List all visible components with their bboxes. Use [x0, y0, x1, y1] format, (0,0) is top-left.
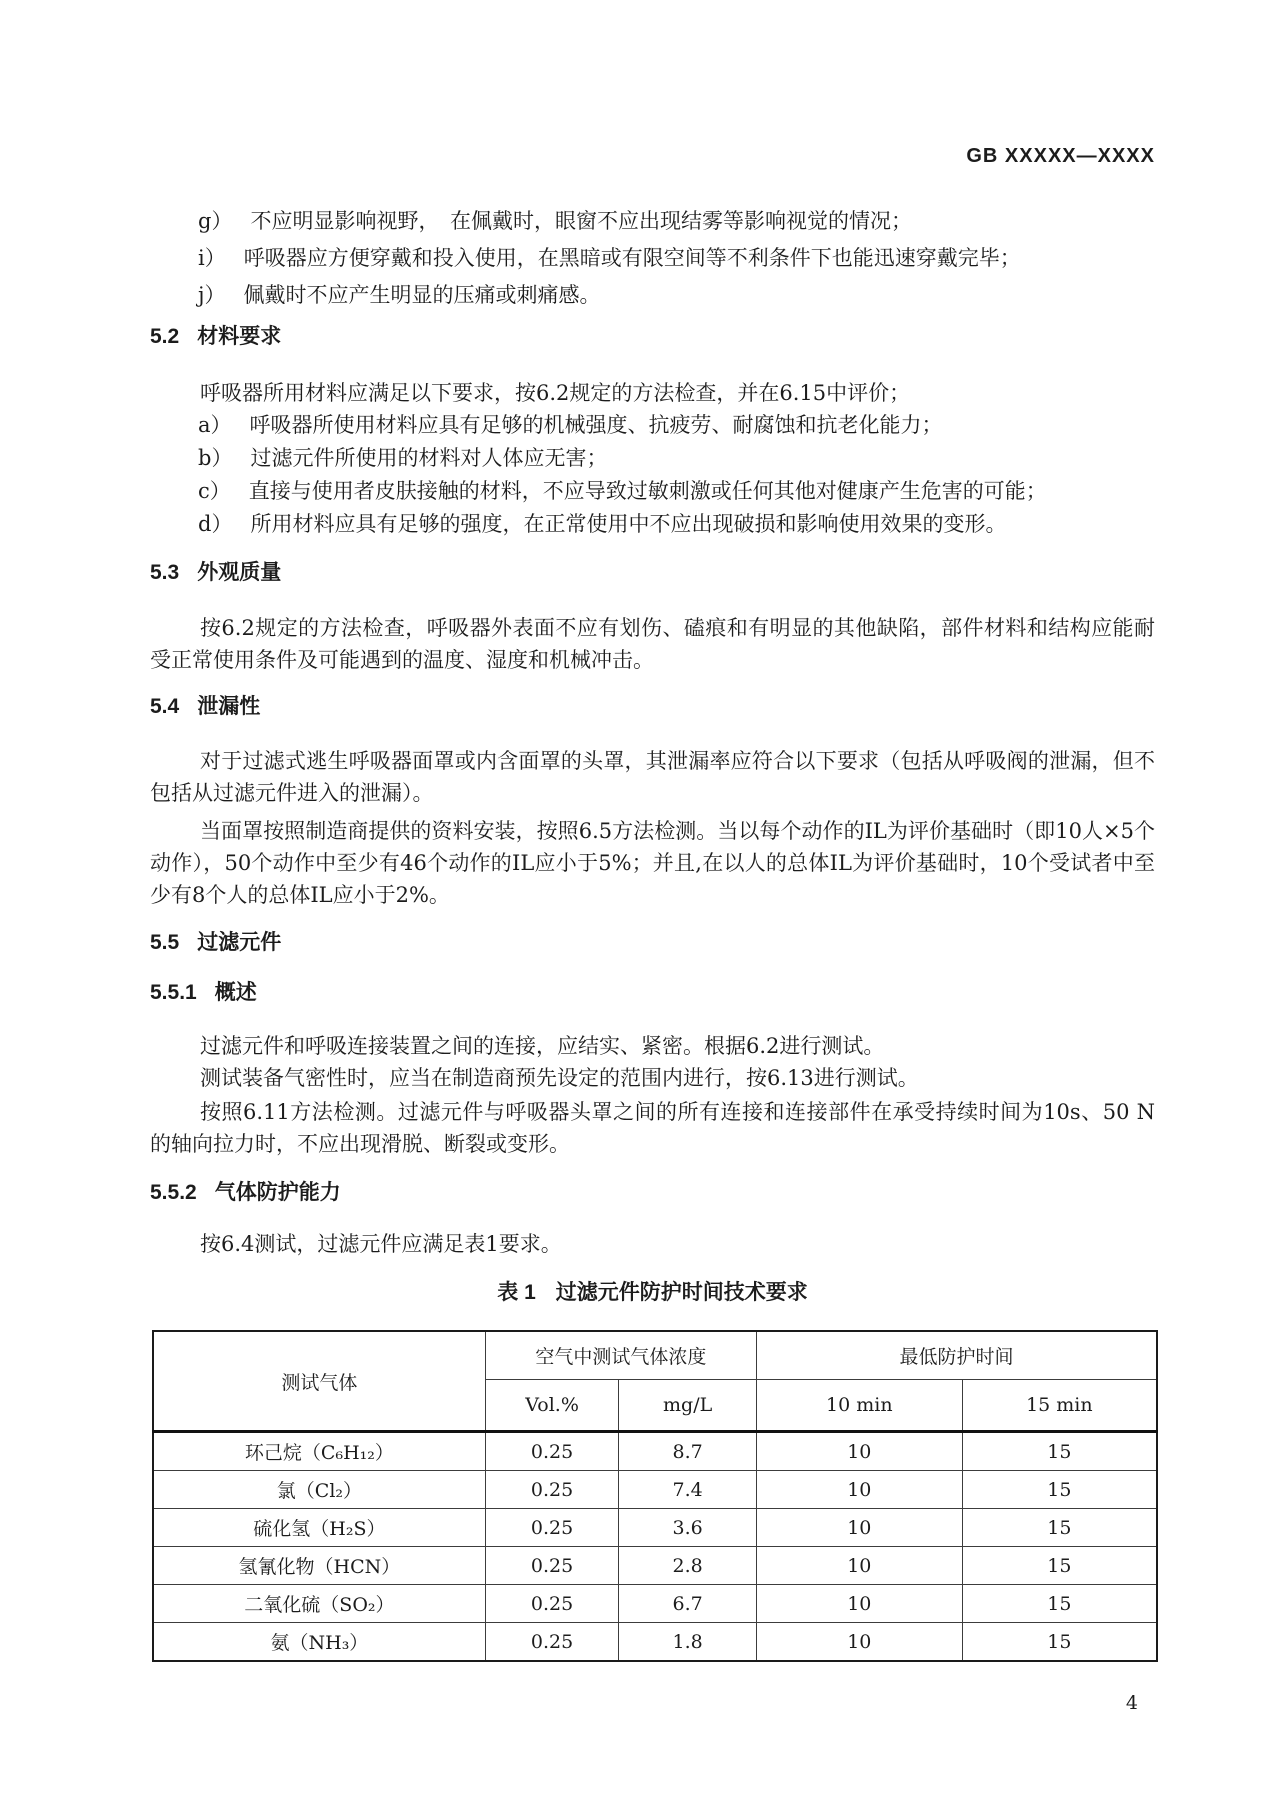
paragraph-5-4-1: 对于过滤式逃生呼吸器面罩或内含面罩的头罩，其泄漏率应符合以下要求（包括从呼吸阀的泄漏，但不包括从过滤元件进入的泄漏）。 [150, 749, 1155, 805]
table-subheader-10min: 10 min [756, 1380, 962, 1432]
table-subheader-15min: 15 min [962, 1380, 1157, 1432]
cell-15min: 15 [962, 1623, 1157, 1662]
cell-10min: 10 [756, 1509, 962, 1547]
table-row [153, 1432, 1157, 1471]
table-caption-label: 表 1 [497, 1281, 536, 1304]
section-heading-5-5-1 [150, 981, 1155, 1005]
cell-mg: 6.7 [619, 1585, 757, 1623]
item-text: 佩戴时不应产生明显的压痛或刺痛感。 [243, 283, 601, 307]
list-item-d [198, 508, 1155, 541]
cell-vol: 0.25 [485, 1585, 619, 1623]
cell-15min: 15 [962, 1471, 1157, 1509]
list-item-a [198, 409, 1155, 442]
table-subheader-mg: mg/L [619, 1380, 757, 1432]
table-header [153, 1331, 1157, 1432]
list-item-b [198, 442, 1155, 475]
cell-vol: 0.25 [485, 1547, 619, 1585]
section-number: 5.5.1 [150, 981, 197, 1004]
table-row [153, 1623, 1157, 1662]
section-heading-5-3 [150, 561, 1155, 585]
item-label: j） [198, 283, 226, 307]
paragraph-5-5-1-3: 按照6.11方法检测。过滤元件与呼吸器头罩之间的所有连接和连接部件在承受持续时间为10s、50 N的轴向拉力时，不应出现滑脱、断裂或变形。 [150, 1100, 1155, 1156]
list-item-j [198, 277, 1155, 314]
item-text: 呼吸器应方便穿戴和投入使用，在黑暗或有限空间等不利条件下也能迅速穿戴完毕； [243, 246, 1021, 270]
cell-10min: 10 [756, 1585, 962, 1623]
section-title: 外观质量 [197, 561, 282, 584]
paragraph-5-5-2: 按6.4测试，过滤元件应满足表1要求。 [200, 1232, 562, 1256]
item-label: g） [198, 209, 233, 233]
list-item-c [198, 475, 1155, 508]
paragraph-5-3: 按6.2规定的方法检查，呼吸器外表面不应有划伤、磕痕和有明显的其他缺陷，部件材料和结构应能耐受正常使用条件及可能遇到的温度、湿度和机械冲击。 [150, 616, 1155, 672]
table-subheader-vol: Vol.% [485, 1380, 619, 1432]
section-number: 5.5.2 [150, 1181, 197, 1204]
cell-mg: 1.8 [619, 1623, 757, 1662]
item-label: b） [198, 446, 233, 470]
table-row [153, 1547, 1157, 1585]
cell-gas: 氢氰化物（HCN） [153, 1547, 485, 1585]
cell-mg: 8.7 [619, 1432, 757, 1471]
section-title: 泄漏性 [197, 695, 261, 718]
section-title: 过滤元件 [197, 931, 282, 954]
section-number: 5.5 [150, 931, 180, 954]
section-heading-5-2 [150, 325, 1155, 349]
cell-vol: 0.25 [485, 1432, 619, 1471]
table-body [153, 1432, 1157, 1662]
item-label: d） [198, 512, 233, 536]
table-row [153, 1509, 1157, 1547]
material-requirement-list [150, 409, 1155, 541]
cell-10min: 10 [756, 1623, 962, 1662]
section-title: 材料要求 [197, 325, 282, 348]
item-label: c） [198, 479, 231, 503]
cell-10min: 10 [756, 1471, 962, 1509]
page-number: 4 [1125, 1692, 1138, 1714]
table-header-protection-group: 最低防护时间 [756, 1331, 1157, 1380]
section-heading-5-5 [150, 931, 1155, 955]
page-content [150, 145, 1155, 1662]
list-item-i [198, 240, 1155, 277]
cell-mg: 7.4 [619, 1471, 757, 1509]
protection-time-table [152, 1330, 1158, 1662]
item-text: 直接与使用者皮肤接触的材料，不应导致过敏刺激或任何其他对健康产生危害的可能； [248, 479, 1047, 503]
table-header-group-row [153, 1331, 1157, 1380]
item-text: 所用材料应具有足够的强度，在正常使用中不应出现破损和影响使用效果的变形。 [250, 512, 1007, 536]
cell-mg: 3.6 [619, 1509, 757, 1547]
cell-10min: 10 [756, 1547, 962, 1585]
item-label: i） [198, 246, 226, 270]
cell-mg: 2.8 [619, 1547, 757, 1585]
section-number: 5.4 [150, 695, 180, 718]
cell-15min: 15 [962, 1432, 1157, 1471]
paragraph-5-2-intro: 呼吸器所用材料应满足以下要求，按6.2规定的方法检查，并在6.15中评价； [200, 381, 911, 405]
item-text: 过滤元件所使用的材料对人体应无害； [250, 446, 608, 470]
table-caption [150, 1281, 1155, 1305]
table-row [153, 1585, 1157, 1623]
section-number: 5.3 [150, 561, 180, 584]
paragraph-5-5-1-1: 过滤元件和呼吸连接装置之间的连接，应结实、紧密。根据6.2进行测试。 [200, 1034, 885, 1058]
section-heading-5-4 [150, 695, 1155, 719]
paragraph-5-4-2: 当面罩按照制造商提供的资料安装，按照6.5方法检测。当以每个动作的IL为评价基础时（即10人×5个动作），50个动作中至少有46个动作的IL应小于5%；并且,在以人的总体IL为评价基础时，10个受试者中至少有8个人的总体IL应小于2%。 [150, 819, 1155, 907]
cell-gas: 硫化氢（H₂S） [153, 1509, 485, 1547]
cell-vol: 0.25 [485, 1471, 619, 1509]
list-item-g [198, 203, 1155, 240]
cell-gas: 氨（NH₃） [153, 1623, 485, 1662]
cell-gas: 环己烷（C₆H₁₂） [153, 1432, 485, 1471]
item-label: a） [198, 413, 232, 437]
intro-item-list [150, 203, 1155, 314]
table-header-concentration-group: 空气中测试气体浓度 [485, 1331, 756, 1380]
cell-10min: 10 [756, 1432, 962, 1471]
item-text: 呼吸器所使用材料应具有足够的机械强度、抗疲劳、耐腐蚀和抗老化能力； [249, 413, 943, 437]
cell-vol: 0.25 [485, 1623, 619, 1662]
paragraph-5-5-1-2: 测试装备气密性时，应当在制造商预先设定的范围内进行，按6.13进行测试。 [200, 1066, 919, 1090]
cell-15min: 15 [962, 1547, 1157, 1585]
section-title: 概述 [214, 981, 257, 1004]
cell-gas: 氯（Cl₂） [153, 1471, 485, 1509]
cell-15min: 15 [962, 1509, 1157, 1547]
item-text: 不应明显影响视野， 在佩戴时，眼窗不应出现结雾等影响视觉的情况； [250, 209, 912, 233]
standard-number: GB XXXXX—XXXX [966, 145, 1155, 167]
section-title: 气体防护能力 [214, 1181, 341, 1204]
cell-15min: 15 [962, 1585, 1157, 1623]
table-header-gas: 测试气体 [153, 1331, 485, 1432]
cell-vol: 0.25 [485, 1509, 619, 1547]
cell-gas: 二氧化硫（SO₂） [153, 1585, 485, 1623]
section-heading-5-5-2 [150, 1181, 1155, 1205]
table-row [153, 1471, 1157, 1509]
table-caption-title: 过滤元件防护时间技术要求 [555, 1281, 808, 1304]
section-number: 5.2 [150, 325, 180, 348]
